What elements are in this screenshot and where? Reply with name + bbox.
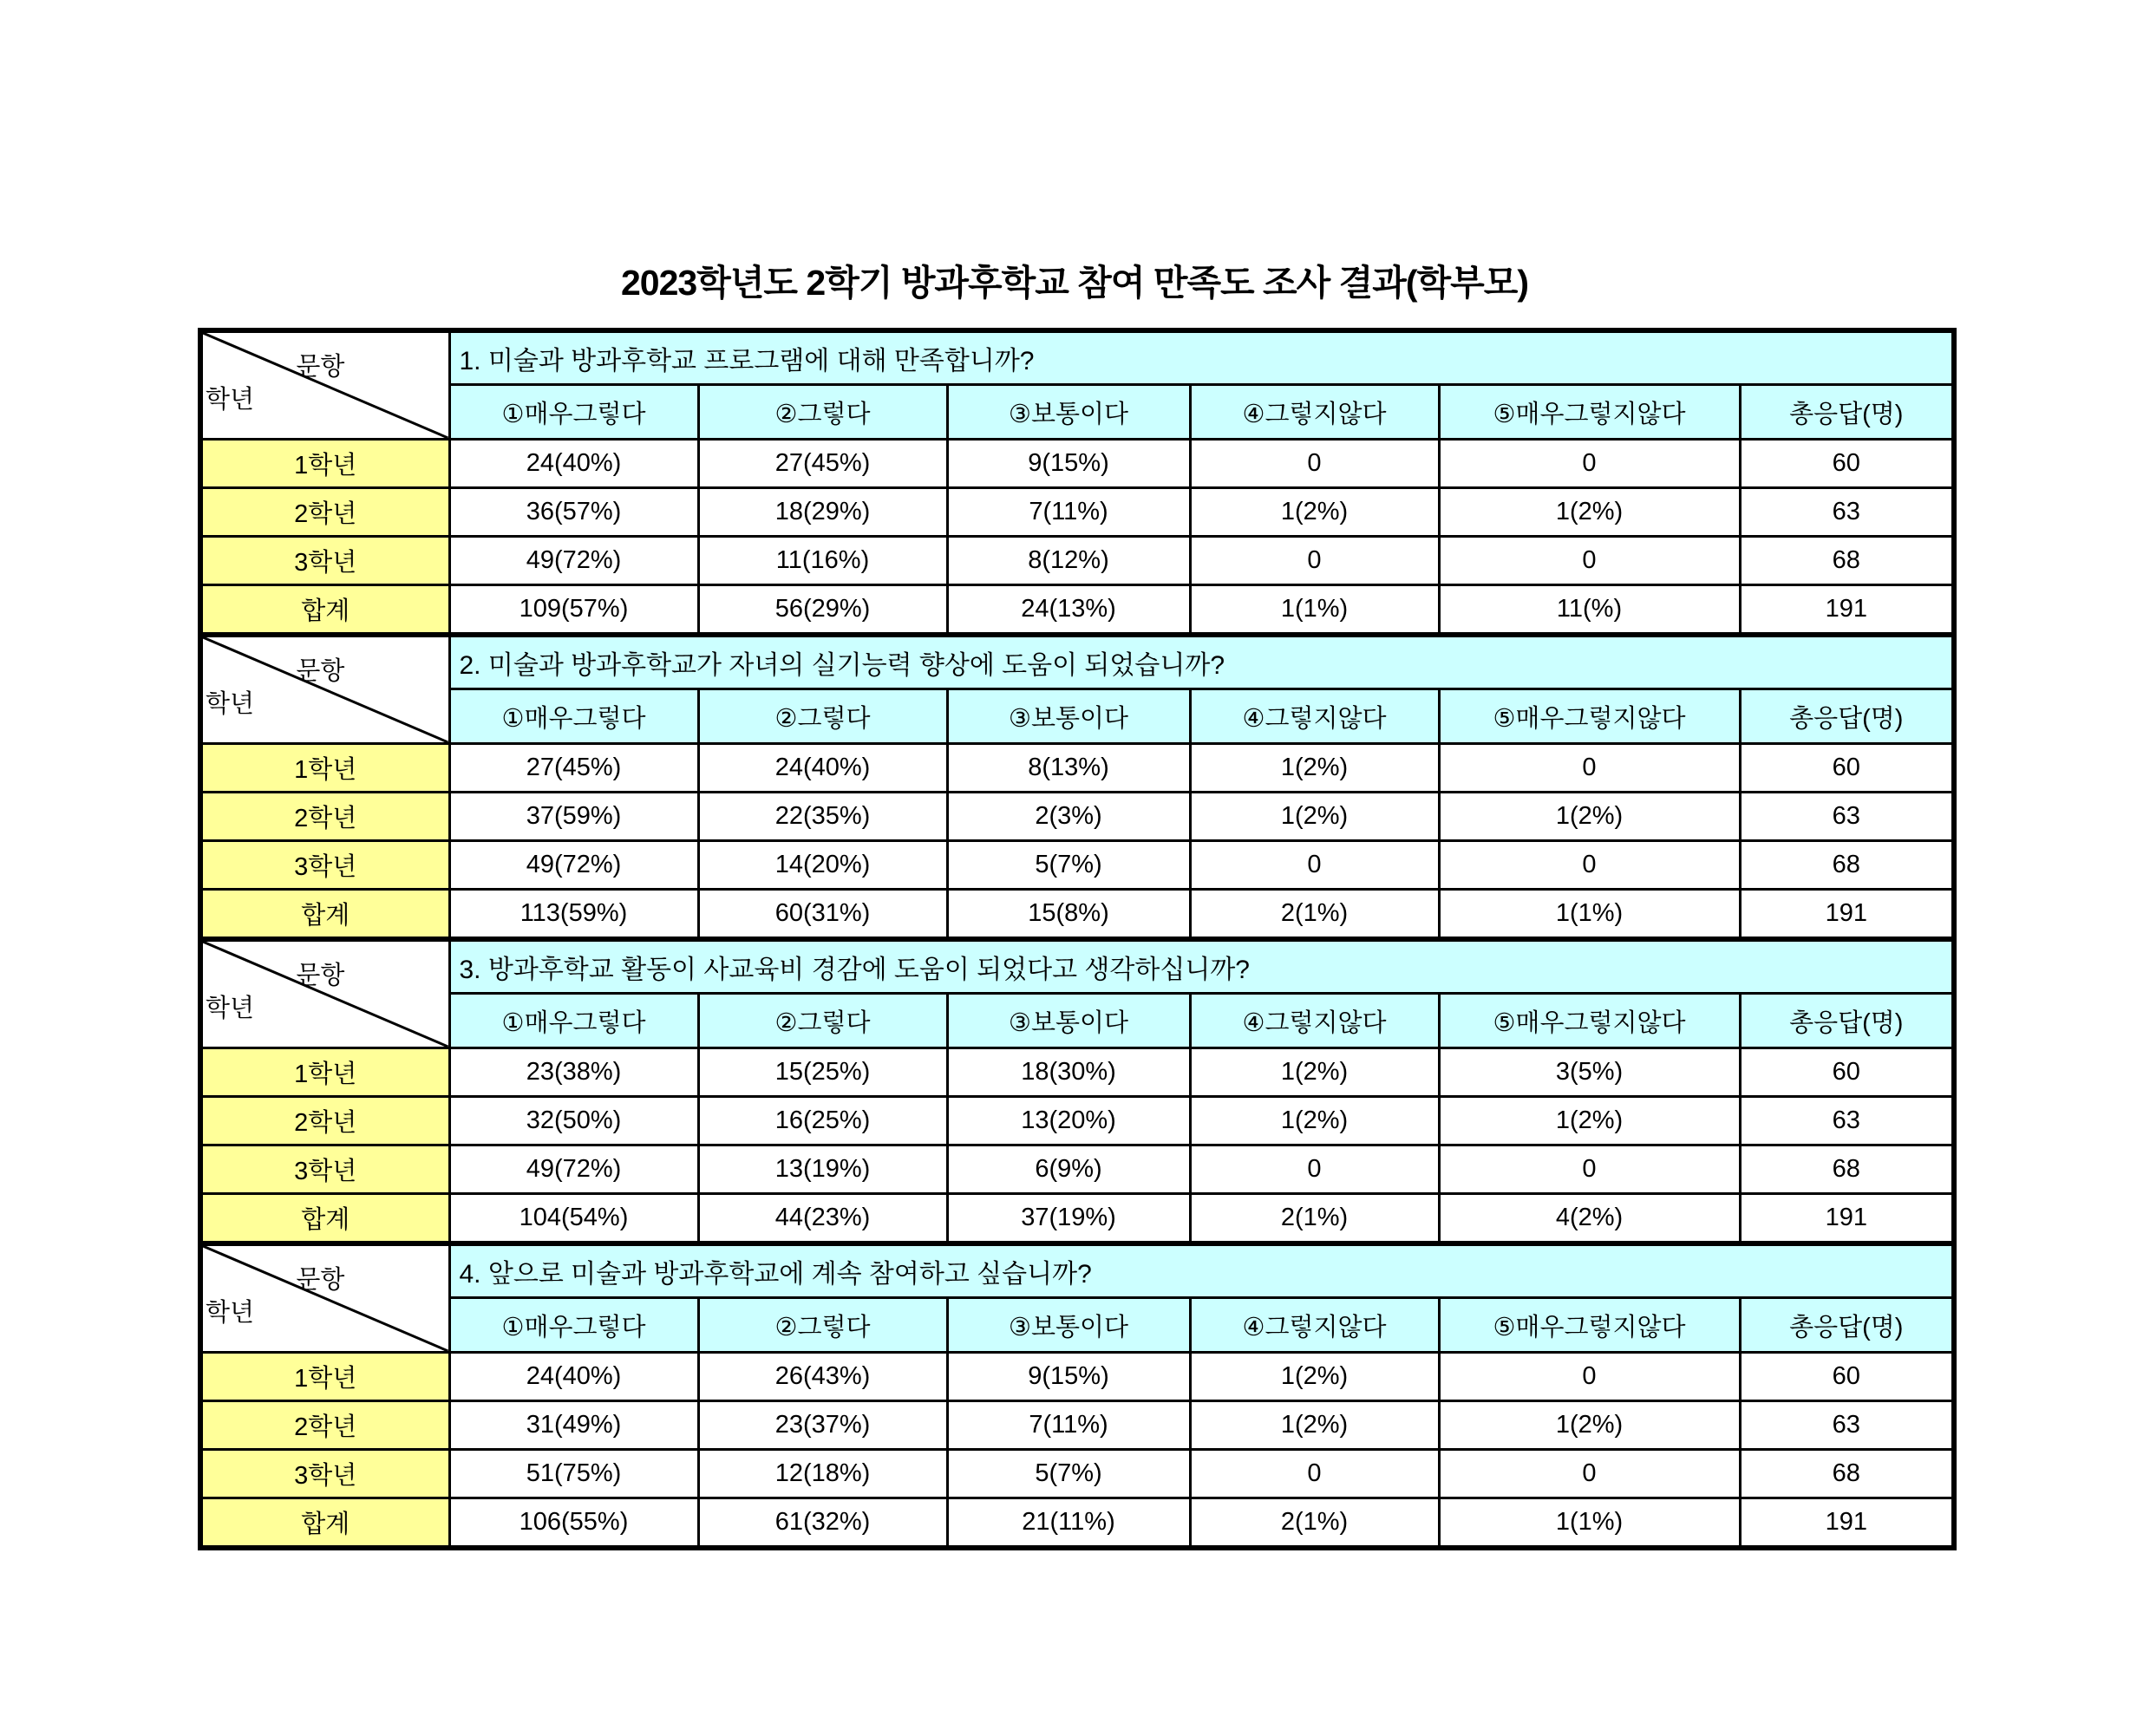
data-cell: 8(12%): [947, 537, 1190, 585]
data-cell: 2(3%): [947, 793, 1190, 841]
table-row-total: [200, 890, 1954, 940]
row-label: 3학년: [200, 537, 449, 585]
table-row: [200, 1401, 1954, 1450]
page-title: 2023학년도 2학기 방과후학교 참여 만족도 조사 결과(학부모): [621, 263, 1528, 303]
data-cell: 13(20%): [947, 1097, 1190, 1145]
column-header: ⑤매우그렇지않다: [1439, 1298, 1740, 1353]
table-row: [200, 1145, 1954, 1194]
column-header: ②그렇다: [698, 689, 947, 744]
total-cell: 60: [1740, 1048, 1954, 1097]
data-cell: 1(1%): [1439, 890, 1740, 940]
data-cell: 15(25%): [698, 1048, 947, 1097]
data-cell: 49(72%): [449, 537, 698, 585]
corner-cell: [200, 939, 449, 1048]
total-cell: 63: [1740, 488, 1954, 537]
data-cell: 2(1%): [1190, 1194, 1439, 1244]
column-header: ⑤매우그렇지않다: [1439, 689, 1740, 744]
column-header: ①매우그렇다: [449, 1298, 698, 1353]
data-cell: 24(13%): [947, 585, 1190, 636]
column-header: ②그렇다: [698, 1298, 947, 1353]
row-label: 합계: [200, 1498, 449, 1549]
data-cell: 31(49%): [449, 1401, 698, 1450]
row-label: 합계: [200, 585, 449, 636]
data-cell: 1(2%): [1190, 1097, 1439, 1145]
data-cell: 11(%): [1439, 585, 1740, 636]
data-cell: 0: [1190, 841, 1439, 890]
row-label: 3학년: [200, 1450, 449, 1498]
section-3-options-row: [200, 994, 1954, 1048]
row-label: 2학년: [200, 1097, 449, 1145]
data-cell: 22(35%): [698, 793, 947, 841]
data-cell: 113(59%): [449, 890, 698, 940]
row-label: 3학년: [200, 841, 449, 890]
data-cell: 13(19%): [698, 1145, 947, 1194]
corner-label-question: 문항: [296, 1266, 345, 1294]
data-cell: 23(38%): [449, 1048, 698, 1097]
total-cell: 68: [1740, 1145, 1954, 1194]
table-row: [200, 488, 1954, 537]
total-cell: 191: [1740, 1194, 1954, 1244]
data-cell: 2(1%): [1190, 890, 1439, 940]
data-cell: 51(75%): [449, 1450, 698, 1498]
column-header: ①매우그렇다: [449, 994, 698, 1048]
total-cell: 68: [1740, 537, 1954, 585]
column-header: ⑤매우그렇지않다: [1439, 385, 1740, 440]
data-cell: 49(72%): [449, 841, 698, 890]
total-cell: 63: [1740, 793, 1954, 841]
data-cell: 2(1%): [1190, 1498, 1439, 1549]
data-cell: 1(2%): [1439, 488, 1740, 537]
row-label: 2학년: [200, 1401, 449, 1450]
data-cell: 109(57%): [449, 585, 698, 636]
table-row: [200, 537, 1954, 585]
data-cell: 0: [1439, 1353, 1740, 1401]
data-cell: 1(2%): [1190, 1401, 1439, 1450]
data-cell: 5(7%): [947, 1450, 1190, 1498]
data-cell: 1(1%): [1190, 585, 1439, 636]
data-cell: 1(2%): [1190, 488, 1439, 537]
table-row-total: [200, 1194, 1954, 1244]
question-cell: 1. 미술과 방과후학교 프로그램에 대해 만족합니까?: [449, 330, 1954, 385]
corner-label-question: 문항: [296, 657, 345, 685]
column-header: ④그렇지않다: [1190, 385, 1439, 440]
data-cell: 27(45%): [698, 440, 947, 488]
data-cell: 18(30%): [947, 1048, 1190, 1097]
table-row-total: [200, 585, 1954, 636]
data-cell: 6(9%): [947, 1145, 1190, 1194]
data-cell: 61(32%): [698, 1498, 947, 1549]
data-cell: 21(11%): [947, 1498, 1190, 1549]
data-cell: 9(15%): [947, 1353, 1190, 1401]
table-row: [200, 1353, 1954, 1401]
corner-label-grade: 학년: [206, 1299, 255, 1327]
column-header: 총응답(명): [1740, 994, 1954, 1048]
row-label: 2학년: [200, 793, 449, 841]
data-cell: 11(16%): [698, 537, 947, 585]
column-header: ④그렇지않다: [1190, 689, 1439, 744]
section-2-options-row: [200, 689, 1954, 744]
data-cell: 104(54%): [449, 1194, 698, 1244]
data-cell: 7(11%): [947, 488, 1190, 537]
column-header: ③보통이다: [947, 689, 1190, 744]
table-row: [200, 744, 1954, 793]
column-header: 총응답(명): [1740, 385, 1954, 440]
column-header: ③보통이다: [947, 1298, 1190, 1353]
data-cell: 0: [1439, 440, 1740, 488]
total-cell: 60: [1740, 1353, 1954, 1401]
corner-label-grade: 학년: [206, 690, 255, 718]
row-label: 3학년: [200, 1145, 449, 1194]
data-cell: 9(15%): [947, 440, 1190, 488]
column-header: ③보통이다: [947, 385, 1190, 440]
total-cell: 68: [1740, 841, 1954, 890]
data-cell: 24(40%): [449, 440, 698, 488]
data-cell: 8(13%): [947, 744, 1190, 793]
data-cell: 4(2%): [1439, 1194, 1740, 1244]
row-label: 합계: [200, 890, 449, 940]
data-cell: 44(23%): [698, 1194, 947, 1244]
total-cell: 191: [1740, 1498, 1954, 1549]
table-row: [200, 1097, 1954, 1145]
column-header: ②그렇다: [698, 994, 947, 1048]
data-cell: 60(31%): [698, 890, 947, 940]
data-cell: 56(29%): [698, 585, 947, 636]
section-1-options-row: [200, 385, 1954, 440]
data-cell: 1(2%): [1190, 1048, 1439, 1097]
column-header: ①매우그렇다: [449, 689, 698, 744]
total-cell: 191: [1740, 585, 1954, 636]
data-cell: 106(55%): [449, 1498, 698, 1549]
section-4-question-row: [200, 1243, 1954, 1298]
corner-cell: [200, 635, 449, 744]
section-3-question-row: [200, 939, 1954, 994]
column-header: ①매우그렇다: [449, 385, 698, 440]
column-header: ③보통이다: [947, 994, 1190, 1048]
data-cell: 0: [1190, 537, 1439, 585]
data-cell: 0: [1439, 744, 1740, 793]
data-cell: 7(11%): [947, 1401, 1190, 1450]
data-cell: 18(29%): [698, 488, 947, 537]
column-header: 총응답(명): [1740, 689, 1954, 744]
data-cell: 32(50%): [449, 1097, 698, 1145]
data-cell: 1(2%): [1190, 744, 1439, 793]
data-cell: 1(2%): [1190, 1353, 1439, 1401]
row-label: 1학년: [200, 744, 449, 793]
data-cell: 0: [1439, 537, 1740, 585]
data-cell: 1(2%): [1439, 793, 1740, 841]
section-1-question-row: [200, 330, 1954, 385]
row-label: 1학년: [200, 1048, 449, 1097]
data-cell: 0: [1439, 1145, 1740, 1194]
data-cell: 37(19%): [947, 1194, 1190, 1244]
data-cell: 0: [1190, 1450, 1439, 1498]
total-cell: 60: [1740, 440, 1954, 488]
column-header: ②그렇다: [698, 385, 947, 440]
corner-label-grade: 학년: [206, 995, 255, 1022]
row-label: 합계: [200, 1194, 449, 1244]
table-row: [200, 841, 1954, 890]
row-label: 2학년: [200, 488, 449, 537]
data-cell: 49(72%): [449, 1145, 698, 1194]
data-cell: 0: [1190, 1145, 1439, 1194]
corner-label-question: 문항: [296, 353, 345, 381]
data-cell: 1(2%): [1439, 1401, 1740, 1450]
data-cell: 16(25%): [698, 1097, 947, 1145]
table-row-total: [200, 1498, 1954, 1549]
column-header: ⑤매우그렇지않다: [1439, 994, 1740, 1048]
row-label: 1학년: [200, 440, 449, 488]
data-cell: 36(57%): [449, 488, 698, 537]
total-cell: 63: [1740, 1097, 1954, 1145]
data-cell: 3(5%): [1439, 1048, 1740, 1097]
total-cell: 60: [1740, 744, 1954, 793]
data-cell: 1(2%): [1439, 1097, 1740, 1145]
data-cell: 37(59%): [449, 793, 698, 841]
table-row: [200, 793, 1954, 841]
data-cell: 24(40%): [449, 1353, 698, 1401]
total-cell: 191: [1740, 890, 1954, 940]
corner-label-question: 문항: [296, 962, 345, 989]
data-cell: 14(20%): [698, 841, 947, 890]
data-cell: 0: [1190, 440, 1439, 488]
data-cell: 26(43%): [698, 1353, 947, 1401]
corner-label-grade: 학년: [206, 386, 255, 414]
table-row: [200, 1450, 1954, 1498]
total-cell: 68: [1740, 1450, 1954, 1498]
corner-cell: [200, 1243, 449, 1353]
survey-results-table: [198, 328, 1957, 1550]
data-cell: 1(1%): [1439, 1498, 1740, 1549]
data-cell: 1(2%): [1190, 793, 1439, 841]
data-cell: 24(40%): [698, 744, 947, 793]
question-cell: 3. 방과후학교 활동이 사교육비 경감에 도움이 되었다고 생각하십니까?: [449, 939, 1954, 994]
data-cell: 0: [1439, 1450, 1740, 1498]
question-cell: 2. 미술과 방과후학교가 자녀의 실기능력 향상에 도움이 되었습니까?: [449, 635, 1954, 689]
data-cell: 5(7%): [947, 841, 1190, 890]
data-cell: 12(18%): [698, 1450, 947, 1498]
corner-cell: [200, 330, 449, 440]
data-cell: 15(8%): [947, 890, 1190, 940]
column-header: ④그렇지않다: [1190, 1298, 1439, 1353]
row-label: 1학년: [200, 1353, 449, 1401]
question-cell: 4. 앞으로 미술과 방과후학교에 계속 참여하고 싶습니까?: [449, 1243, 1954, 1298]
data-cell: 0: [1439, 841, 1740, 890]
section-2-question-row: [200, 635, 1954, 689]
data-cell: 27(45%): [449, 744, 698, 793]
column-header: ④그렇지않다: [1190, 994, 1439, 1048]
table-row: [200, 1048, 1954, 1097]
total-cell: 63: [1740, 1401, 1954, 1450]
data-cell: 23(37%): [698, 1401, 947, 1450]
section-4-options-row: [200, 1298, 1954, 1353]
table-row: [200, 440, 1954, 488]
column-header: 총응답(명): [1740, 1298, 1954, 1353]
